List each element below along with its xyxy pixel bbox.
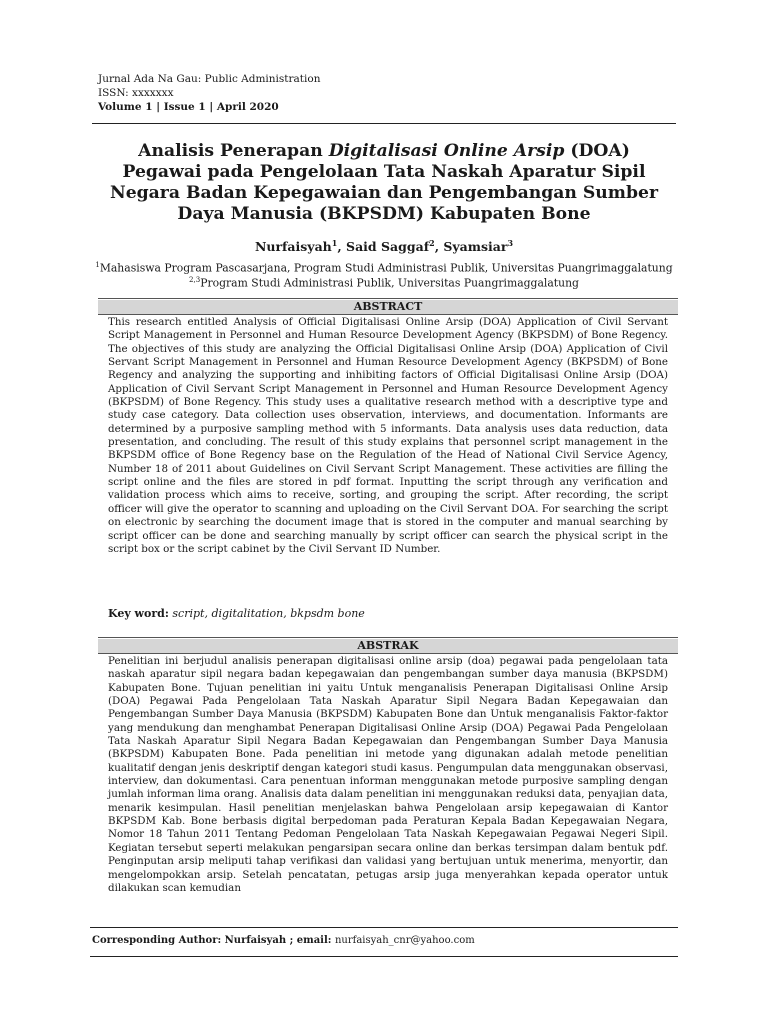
journal-name: Jurnal Ada Na Gau: Public Administration: [98, 73, 321, 85]
journal-volume: Volume 1 | Issue 1 | April 2020: [98, 101, 279, 113]
abstract-heading-rule: [98, 314, 678, 315]
author-2: , Said Saggaf: [337, 239, 430, 255]
affiliation-2: [92, 273, 676, 291]
author-3: , Syamsiar: [434, 239, 508, 255]
author-2-sup: 2: [429, 238, 435, 248]
author-list: [100, 238, 668, 254]
affiliation-2-text: Program Studi Administrasi Publik, Universitas Puangrimaggalatung: [200, 276, 579, 290]
abstract-heading: ABSTRACT: [98, 300, 678, 314]
keyword-values: script, digitalitation, bkpsdm bone: [168, 607, 365, 620]
author-1: Nurfaisyah: [254, 239, 332, 255]
keywords: [108, 607, 365, 620]
paper-title: [100, 141, 668, 225]
abstract-top-rule: [98, 298, 678, 299]
footer-rule: [90, 927, 678, 928]
journal-header: [98, 72, 320, 114]
title-part-2: (DOA) Pegawai pada Pengelolaan Tata Naskah Aparatur Sipil Negara Badan Kepegawaian dan Pengembangan Sumber Daya Manusia (BKPSDM) Kabupaten Bone: [109, 141, 658, 224]
abstrak-heading: ABSTRAK: [98, 639, 678, 653]
abstrak-heading-rule: [98, 653, 678, 654]
affiliation-1-sup: 1: [95, 261, 100, 269]
title-italic: Digitalisasi Online Arsip: [328, 141, 565, 161]
abstrak-text: Penelitian ini berjudul analisis penerapan digitalisasi online arsip (doa) pegawai pada pengelolaan tata naskah aparatur sipil negara badan kepegawaian dan pengembangan sumber daya manusia (BKPSDM) Kabupaten Bone. Tujuan penelitian ini yaitu Untuk menganalisis Penerapan Digitalisasi Online Arsip (DOA) Pegawai Pada Pengelolaan Tata Naskah Aparatur Sipil Negara Badan Kepegawaian dan Pengembangan Sumber Daya Manusia (BKPSDM) Kabupaten Bone dan Untuk menganalisis Faktor-faktor yang mendukung dan menghambat Penerapan Digitalisasi Online Arsip (DOA) Pegawai Pada Pengelolaan Tata Naskah Aparatur Sipil Negara Badan Kepegawaian dan Pengembangan Sumber Daya Manusia (BKPSDM) Kabupaten Bone. Pada penelitian ini metode yang digunakan adalah metode penelitian kualitatif dengan jenis deskriptif dengan kategori studi kasus. Pengumpulan data menggunakan observasi, interview, dan dokumentasi. Cara penentuan informan menggunakan metode purposive sampling dengan jumlah informan lima orang. Analisis data dalam penelitian ini menggunakan reduksi data, penyajian data, menarik kesimpulan. Hasil penelitian menjelaskan bahwa Pengelolaan arsip kepegawaian di Kantor BKPSDM Kab. Bone berbasis digital berpedoman pada Peraturan Kepala Badan Kepegawaian Negara, Nomor 18 Tahun 2011 Tentang Pedoman Pengelolaan Tata Naskah Kepegawaian Pegawai Negeri Sipil. Kegiatan tersebut seperti melakukan pengarsipan secara online dan berkas tersimpan dalam bentuk pdf. Penginputan arsip meliputi tahap verifikasi dan validasi yang bertujuan untuk menerima, menyortir, dan mengelompokkan arsip. Setelah pencatatan, petugas arsip juga menyerahkan kepada operator untuk dilakukan scan kemudian: [108, 655, 668, 894]
author-1-sup: 1: [331, 238, 338, 248]
header-divider: [92, 123, 676, 124]
corresponding-email: nurfaisyah_cnr@yahoo.com: [334, 935, 475, 946]
abstract-text: This research entitled Analysis of Official Digitalisasi Online Arsip (DOA) Application of Civil Servant Script Management in Personnel and Human Resource Development Agency (BKPSDM) of Bone Regency. The objectives of this study are analyzing the Official Digitalisasi Online Arsip (DOA) Application of Civil Servant Script Management in Personnel and Human Resource Development Agency (BKPSDM) of Bone Regency and analyzing the supporting and inhibiting factors of Official Digitalisasi Online Arsip (DOA) Application of Civil Servant Script Management in Personnel and Human Resource Development Agency (BKPSDM) of Bone Regency. This study uses a qualitative research method with a descriptive type and study case category. Data collection uses observation, interviews, and documentation. Informants are determined by a purposive sampling method with 5 informants. Data analysis uses data reduction, data presentation, and concluding. The result of this study explains that personnel script management in the BKPSDM office of Bone Regency base on the Regulation of the Head of National Civil Service Agency, Number 18 of 2011 about Guidelines on Civil Servant Script Management. These activities are filling the script online and the files are stored in pdf format. Inputting the script through any verification and validation process which aims to receive, sorting, and grouping the script. After recording, the script officer will give the operator to scanning and uploading on the Civil Servant DOA. For searching the script on electronic by searching the document image that is stored in the computer and manual searching by script officer can be done and searching manually by script officer can search the physical script in the script box or the script cabinet by the Civil Servant ID Number.: [108, 316, 668, 555]
abstrak-top-rule: [98, 637, 678, 638]
corresponding-author: [92, 935, 475, 946]
corresponding-label: Corresponding Author: Nurfaisyah ; email:: [92, 935, 335, 946]
keyword-label: Key word:: [108, 607, 169, 620]
title-part-1: Analisis Penerapan: [138, 141, 329, 161]
author-3-sup: 3: [507, 238, 514, 248]
journal-issn: ISSN: xxxxxxx: [98, 87, 174, 99]
footer-bottom-rule: [90, 956, 678, 957]
affiliation-2-sup: 2,3: [189, 276, 201, 284]
affiliation-1-text: Mahasiswa Program Pascasarjana, Program Studi Administrasi Publik, Universitas Puangrimaggalatung: [99, 261, 673, 275]
